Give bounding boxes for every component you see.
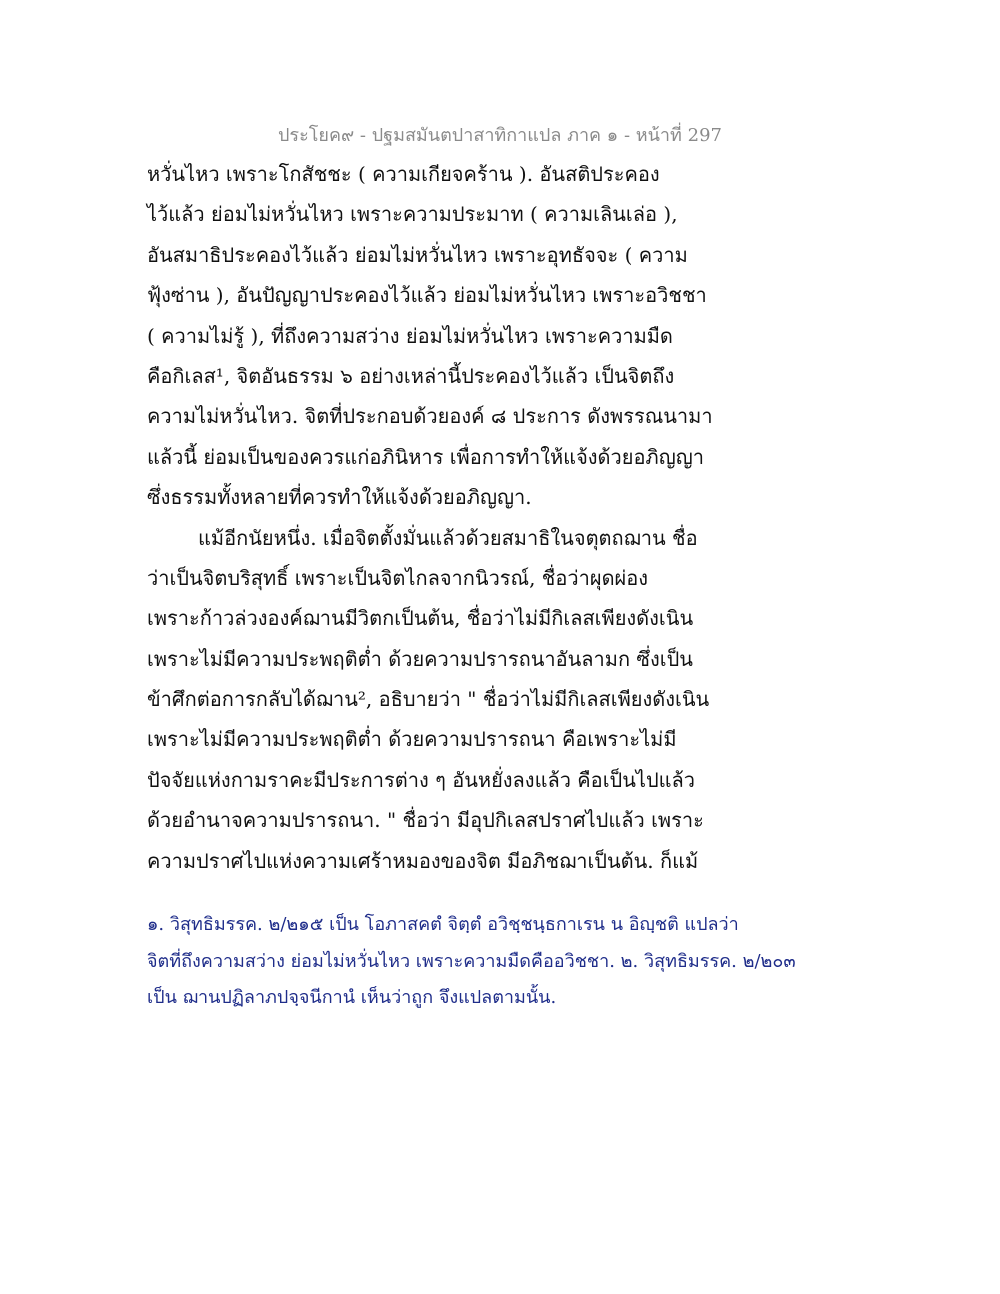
- body-line: ฟุ้งซ่าน ), อันปัญญาประคองไว้แล้ว ย่อมไม่หวั่นไหว เพราะอวิชชา: [147, 283, 707, 308]
- body-line: ว่าเป็นจิตบริสุทธิ์ เพราะเป็นจิตไกลจากนิวรณ์, ชื่อว่าผุดผ่อง: [147, 565, 649, 590]
- body-line: ปัจจัยแห่งกามราคะมีประการต่าง ๆ อันหยั่งลงแล้ว คือเป็นไปแล้ว: [147, 767, 696, 792]
- body-line: หวั่นไหว เพราะโกสัชชะ ( ความเกียจคร้าน ). อันสติประคอง: [147, 162, 660, 186]
- body-line: ด้วยอำนาจความปรารถนา. " ชื่อว่า มีอุปกิเลสปราศไปแล้ว เพราะ: [147, 808, 704, 833]
- footnotes: [147, 912, 867, 1022]
- body-line: อันสมาธิประคองไว้แล้ว ย่อมไม่หวั่นไหว เพราะอุทธัจจะ ( ความ: [147, 242, 688, 267]
- page-header: ประโยค๙ - ปฐมสมันตปาสาทิกาแปล ภาค ๑ - หน้าที่ 297: [278, 125, 722, 146]
- body-line: ( ความไม่รู้ ), ที่ถึงความสว่าง ย่อมไม่หวั่นไหว เพราะความมืด: [147, 323, 673, 348]
- body-line-paragraph-start: แม้อีกนัยหนึ่ง. เมื่อจิตตั้งมั่นแล้วด้วยสมาธิในจตุตถฌาน ชื่อ: [198, 525, 698, 550]
- body-line: เพราะไม่มีความประพฤติต่ำ ด้วยความปรารถนาอันลามก ซึ่งเป็น: [147, 646, 693, 671]
- footnote-line: จิตที่ถึงความสว่าง ย่อมไม่หวั่นไหว เพราะความมืดคืออวิชชา. ๒. วิสุทธิมรรค. ๒/๒๐๓: [147, 950, 796, 972]
- body-line: คือกิเลส¹, จิตอันธรรม ๖ อย่างเหล่านี้ประคองไว้แล้ว เป็นจิตถึง: [147, 363, 675, 388]
- footnote-line: ๑. วิสุทธิมรรค. ๒/๒๑๕ เป็น โอภาสคตํ จิตฺตํ อวิชฺชนฺธกาเรน น อิญฺชติ แปลว่า: [147, 914, 739, 935]
- body-line: ซึ่งธรรมทั้งหลายที่ควรทำให้แจ้งด้วยอภิญญา.: [147, 485, 532, 510]
- body-text: [147, 160, 867, 887]
- body-line: เพราะไม่มีความประพฤติต่ำ ด้วยความปรารถนา คือเพราะไม่มี: [147, 727, 677, 752]
- body-line: ความไม่หวั่นไหว. จิตที่ประกอบด้วยองค์ ๘ ประการ ดังพรรณนามา: [147, 404, 713, 429]
- body-line: แล้วนี้ ย่อมเป็นของควรแก่อภินิหาร เพื่อการทำให้แจ้งด้วยอภิญญา: [147, 444, 705, 469]
- body-line: ความปราศไปแห่งความเศร้าหมองของจิต มีอภิชฌาเป็นต้น. ก็แม้: [147, 848, 699, 873]
- body-line: ข้าศึกต่อการกลับได้ฌาน², อธิบายว่า " ชื่อว่าไม่มีกิเลสเพียงดังเนิน: [147, 687, 710, 712]
- footnote-line: เป็น ฌานปฏิลาภปจฺจนีกานํ เห็นว่าถูก จึงแปลตามนั้น.: [147, 987, 557, 1008]
- body-line: เพราะก้าวล่วงองค์ฌานมีวิตกเป็นต้น, ชื่อว่าไม่มีกิเลสเพียงดังเนิน: [147, 606, 694, 631]
- body-line: ไว้แล้ว ย่อมไม่หวั่นไหว เพราะความประมาท ( ความเลินเล่อ ),: [147, 202, 678, 227]
